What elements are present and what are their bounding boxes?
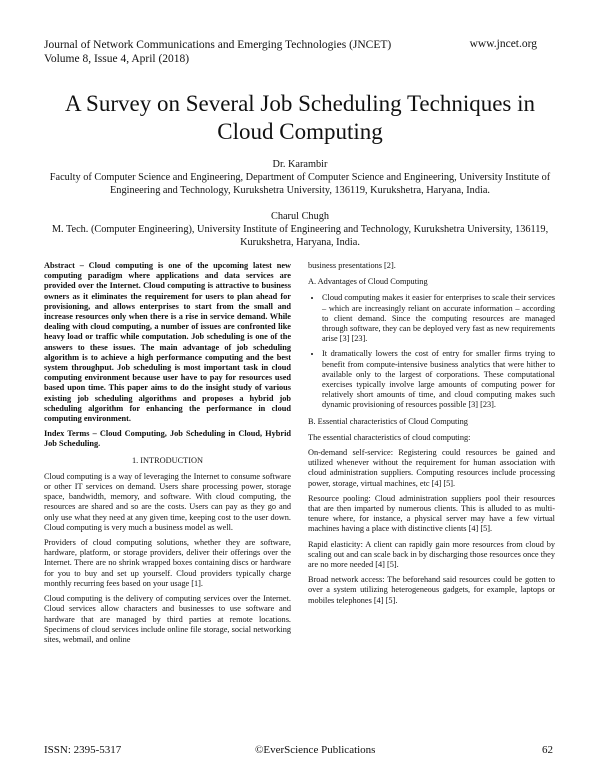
- advantages-list: [308, 293, 555, 410]
- journal-name: Journal of Network Communications and Emerging Technologies (JNCET): [44, 39, 392, 51]
- footer-page-number: 62: [542, 744, 553, 756]
- journal-website[interactable]: www.jncet.org: [469, 38, 537, 50]
- paper-title: A Survey on Several Job Scheduling Techniques in Cloud Computing: [64, 91, 536, 144]
- author-affiliation: Faculty of Computer Science and Engineering, Department of Computer Science and Engineering, University Institute of Engineering and Technology, Kurukshetra University, 136119, Kurukshetra, Haryana, India.: [49, 172, 551, 196]
- author-affiliation: M. Tech. (Computer Engineering), University Institute of Engineering and Technology, Kurukshetra University, 136119, Kurukshetra, Haryana, India.: [51, 224, 549, 248]
- subsection-heading-advantages: A. Advantages of Cloud Computing: [308, 277, 428, 287]
- list-item: • Cloud computing makes it easier for enterprises to scale their services – which are increasingly reliant on accurate information – according to client demand. Since the computing resources are managed through software, they can be deployed very fast as new requirements arise [3] [23].: [322, 293, 555, 344]
- body-paragraph: Providers of cloud computing solutions, whether they are software, hardware, platform, or storage providers, deliver their offerings over the Internet. There are no shrink wrapped boxes containing discs or hardware for you to buy and set up yourself. Cloud providers typically charge monthly recurring fees based on your usage [1].: [44, 538, 291, 588]
- subsection-heading-characteristics: B. Essential characteristics of Cloud Computing: [308, 416, 468, 426]
- abstract: Abstract – Cloud computing is one of the upcoming latest new computing paradigm where applications and data services are provided over the Internet. Cloud computing is attractive to business owners as it eliminates the requirement for users to plan ahead for provisioning, and allows enterprises to start from the small and increase resources only when there is a rise in service demand. While dealing with cloud computing, a number of issues are confronted like heavy load or traffic while computation. Job scheduling is one of the answers to these issues. The main advantage of job scheduling algorithm is to achieve a high performance computing and the best system throughput. Job scheduling is most important task in cloud computing environment because user have to pay for resources used based upon time. This paper aims to do the insight study of various existing job scheduling algorithms and proposes a hybrid job scheduling algorithm for enhancing the performance in cloud computing environment.: [44, 261, 291, 424]
- index-terms: Index Terms – Cloud Computing, Job Scheduling in Cloud, Hybrid Job Scheduling.: [44, 429, 291, 449]
- section-heading-introduction: 1. INTRODUCTION: [132, 455, 203, 465]
- running-header: [44, 38, 391, 66]
- author-block-1: [40, 158, 560, 197]
- body-paragraph: business presentations [2].: [308, 261, 396, 270]
- author-block-2: [40, 210, 560, 249]
- body-paragraph: Rapid elasticity: A client can rapidly gain more resources from cloud by scaling out and can scale back in by discharging those resources once they are no more needed [4] [5].: [308, 539, 555, 570]
- journal-volume: Volume 8, Issue 4, April (2018): [44, 53, 190, 65]
- footer-issn: ISSN: 2395-5317: [44, 744, 122, 756]
- body-paragraph: Cloud computing is the delivery of computing services over the Internet. Cloud services allow characters and businesses to use software and hardware that are managed by third parties at remote locations. Specimens of cloud services include online file storage, social networking sites, webmail, and online: [44, 594, 291, 644]
- body-paragraph: Broad network access: The beforehand said resources could be gotten to over a system utilizing heterogeneous gadgets, for example, laptops or mobiles telephones [4] [5].: [308, 575, 555, 605]
- right-column: [308, 261, 555, 611]
- body-paragraph: Cloud computing is a way of leveraging the Internet to consume software or other IT services on demand. Users share processing power, storage space, bandwidth, memory, and software. With cloud computing, the resources are shared and so are the costs. Users can pay as they go and only use what they need at any given time, keeping cost to the user down. Cloud computing is very much a business model as well.: [44, 471, 291, 532]
- list-item: • It dramatically lowers the cost of entry for smaller firms trying to benefit from compute-intensive business analytics that were hither to available only to the largest of corporations. These computational exercises typically involve large amounts of computing power for relatively short amounts of time, and cloud computing makes such dynamic provisioning of resources possible [3] [23].: [322, 349, 555, 410]
- footer-publisher: ©EverScience Publications: [255, 744, 376, 756]
- body-paragraph: Resource pooling: Cloud administration suppliers pool their resources that are then imparted by numerous clients. This is alluded to as multi-tenure where, for instance, a physical server may have a few virtual machines having a place with distinctive clients [4] [5].: [308, 493, 555, 534]
- left-column: [44, 261, 291, 650]
- body-paragraph: The essential characteristics of cloud computing:: [308, 432, 471, 442]
- author-name: Dr. Karambir: [272, 159, 328, 170]
- body-paragraph: On-demand self-service: Registering could resources be gained and utilized whenever without the requirement for human association with cloud administration suppliers. Computing resources include processing power, storage, virtual machines, etc [4] [5].: [308, 448, 555, 488]
- author-name: Charul Chugh: [270, 211, 330, 222]
